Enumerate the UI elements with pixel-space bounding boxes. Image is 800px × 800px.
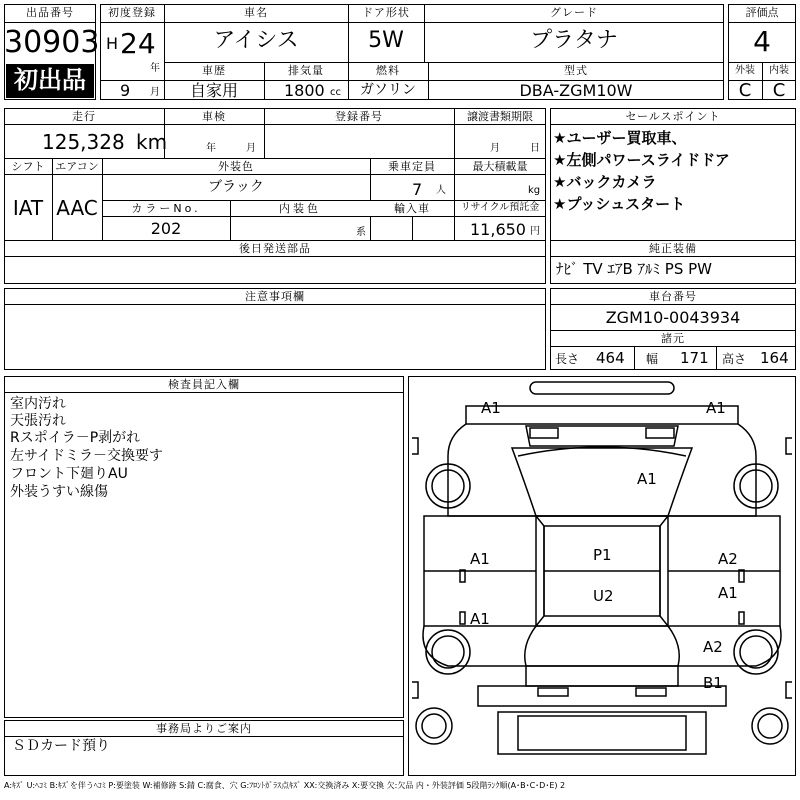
office-label: 事務局よりご案内 [156, 722, 252, 735]
recycle: 11,650 [470, 220, 526, 239]
length-label: 長さ [555, 352, 580, 366]
ext-color: ブラック [208, 179, 264, 195]
equipment-label: 純正装備 [649, 242, 697, 255]
inspector-note-1: 室内汚れ [10, 396, 66, 412]
transfer-month-unit: 月 [490, 143, 500, 154]
score-label: 評価点 [745, 6, 779, 19]
width-label: 幅 [646, 352, 659, 366]
displacement-label: 排気量 [288, 64, 324, 77]
lot-number: 30903 [4, 25, 100, 60]
car-name: アイシス [213, 28, 299, 53]
car-diagram [408, 376, 796, 776]
month-unit: 月 [150, 87, 160, 98]
exterior-label: 外装 [735, 65, 755, 76]
capacity-unit: 人 [436, 185, 446, 196]
ac: AAC [56, 196, 98, 220]
score: 4 [753, 25, 771, 58]
era: H [106, 34, 119, 53]
shift-label: シフト [11, 160, 45, 173]
sales-point-4: ★プッシュスタート [553, 195, 686, 213]
sales-point-1: ★ユーザー買取車、 [553, 129, 687, 147]
int-color-unit: 系 [356, 227, 366, 238]
year-unit: 年 [150, 63, 160, 74]
ext-color-label: 外装色 [218, 160, 254, 173]
door: 5W [368, 28, 404, 53]
inspector-label: 検査員記入欄 [168, 378, 240, 391]
notes-label: 注意事項欄 [245, 290, 305, 303]
height-label: 高さ [722, 352, 747, 366]
inspector-note-3: Rスポイラ－P剥がれ [10, 430, 141, 446]
exterior-grade: C [738, 80, 752, 101]
inspection-month-unit: 月 [246, 143, 256, 154]
spec-label: 諸元 [661, 332, 685, 345]
car-name-label: 車名 [244, 6, 268, 19]
displacement-unit: cc [330, 87, 341, 98]
capacity: 7 [412, 180, 423, 199]
inspector-note-5: フロント下廻りAU [10, 466, 128, 482]
mark-front-right-top: A1 [706, 399, 726, 417]
int-color-label: 内装色 [279, 202, 321, 215]
fuel: ガソリン [360, 82, 416, 98]
sales-points-label: セールスポイント [625, 110, 721, 123]
capacity-label: 乗車定員 [388, 160, 436, 173]
color-no: 202 [150, 219, 182, 238]
mark-roof-rear: U2 [593, 587, 614, 605]
grade-label: グレード [550, 6, 598, 19]
inspection-year-unit: 年 [206, 143, 216, 154]
mileage-label: 走行 [72, 110, 96, 123]
chassis-label: 車台番号 [649, 290, 697, 303]
reg-month: 9 [120, 81, 131, 100]
reg-year: 24 [120, 27, 156, 60]
chassis-number: ZGM10-0043934 [605, 308, 741, 327]
equipment: ﾅﾋﾞ TV ｴｱB ｱﾙﾐ PS PW [556, 260, 712, 278]
recycle-unit: 円 [530, 226, 540, 237]
mark-left-rear-door: A1 [470, 610, 490, 628]
legend: A:ｷｽﾞ U:ﾍｺﾐ B:ｷｽﾞを伴うﾍｺﾐ P:要塗装 W:補修跡 S:錆 C:腐食、穴 G:ﾌﾛﾝﾄｶﾞﾗｽ点ｷｽﾞ XX:交換済み X:要交換 欠:欠品 内・外装評価 5段階ﾗﾝｸ順(A･B･C･D･E) 2 [4, 781, 566, 790]
mileage-unit: km [136, 130, 168, 154]
mark-rear-bumper: B1 [703, 674, 723, 692]
interior-grade: C [772, 80, 786, 101]
inspector-note-6: 外装うすい線傷 [10, 484, 108, 500]
length: 464 [596, 349, 625, 367]
model: DBA-ZGM10W [519, 81, 633, 100]
fuel-label: 燃料 [376, 64, 400, 77]
transfer-day-unit: 日 [530, 143, 540, 154]
history: 自家用 [189, 81, 238, 100]
mark-hood: A1 [637, 470, 657, 488]
color-no-label: カラーNo. [131, 202, 201, 215]
door-label: ドア形状 [362, 6, 410, 19]
lot-number-label: 出品番号 [26, 6, 74, 19]
mark-left-front-door: A1 [470, 550, 490, 568]
mark-right-rear-fender: A2 [703, 638, 723, 656]
shift: IAT [12, 196, 44, 220]
inspector-note-2: 天張汚れ [10, 413, 66, 429]
transfer-label: 譲渡書類期限 [467, 110, 533, 123]
recycle-label: リサイクル預託金 [460, 202, 540, 213]
grade: プラタナ [530, 28, 618, 53]
inspector-note-4: 左サイドミラ－交換要す [10, 448, 164, 464]
first-listing-text: 初出品 [14, 66, 86, 94]
reg-no-label: 登録番号 [335, 110, 383, 123]
mark-front-left-top: A1 [481, 399, 501, 417]
load-label: 最大積載量 [472, 160, 528, 173]
displacement: 1800 [284, 81, 325, 100]
load-unit: kg [528, 185, 541, 196]
mark-right-front-door: A2 [718, 550, 738, 568]
interior-label: 内装 [769, 65, 789, 76]
mark-roof: P1 [593, 546, 612, 564]
history-label: 車歴 [202, 64, 226, 77]
sales-point-2: ★左側パワースライドドア [553, 151, 730, 169]
sales-point-3: ★バックカメラ [553, 173, 657, 191]
width: 171 [680, 349, 709, 367]
later-parts-label: 後日発送部品 [239, 242, 311, 255]
import-label: 輸入車 [394, 202, 430, 215]
inspection-label: 車検 [202, 110, 226, 123]
mark-right-rear-door: A1 [718, 584, 738, 602]
height: 164 [760, 349, 789, 367]
mileage: 125,328 [42, 130, 125, 154]
ac-label: エアコン [55, 160, 99, 173]
office-note: ＳＤカード預り [12, 738, 110, 754]
first-reg-label: 初度登録 [108, 6, 156, 19]
model-label: 型式 [564, 64, 588, 77]
